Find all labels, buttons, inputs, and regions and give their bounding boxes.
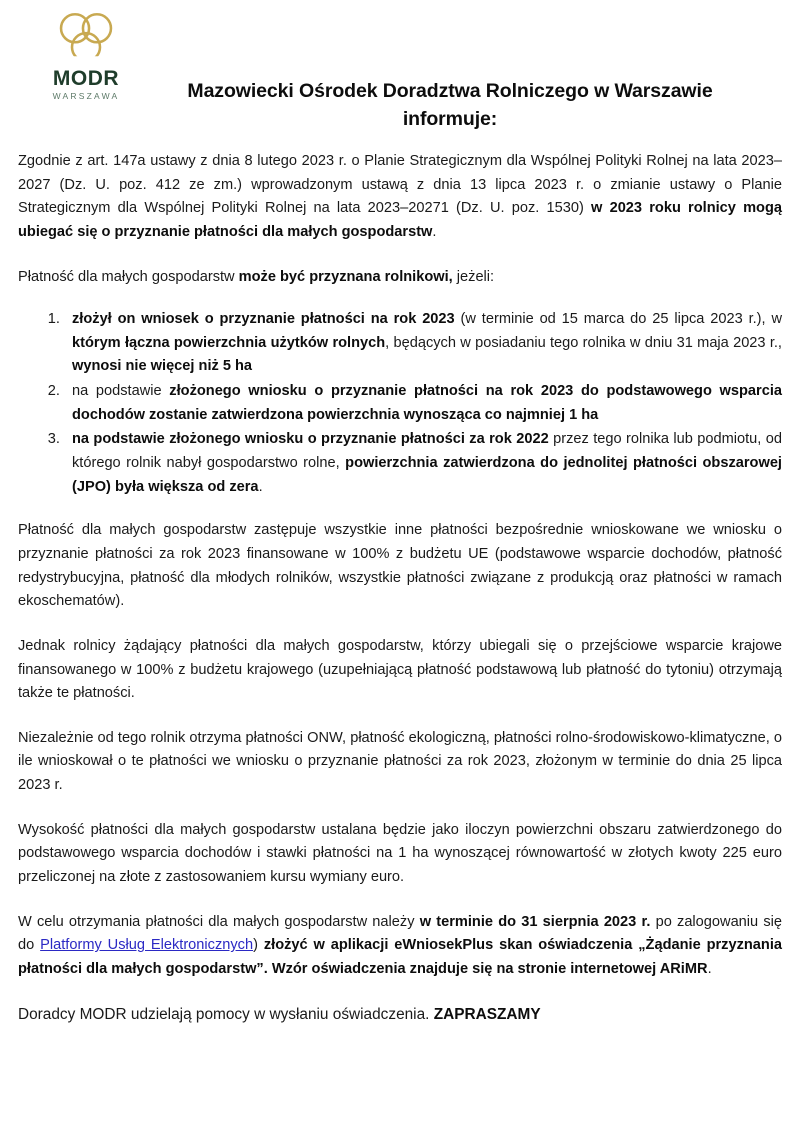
paragraph-intro <box>18 150 782 245</box>
condition-bold-2: którym łączna powierzchnia użytków rolnych <box>72 334 386 351</box>
paragraph-how-to-apply <box>18 911 782 982</box>
logo-subwordmark: WARSZAWA <box>52 91 120 101</box>
condition-text-1: przez tego rolnika lub podmiotu, od którego rolnik nabył gospodarstwo rolne, <box>72 431 782 472</box>
modr-logo <box>44 10 128 101</box>
condition-bold-2: złożonego wniosku o przyznanie płatności na rok 2023 do podstawowego wsparcia dochodów zostanie zatwierdzona powierzchnia wynosząca co najmniej 1 ha <box>72 383 783 423</box>
page-title <box>134 78 766 133</box>
paragraph-closing <box>18 1003 782 1026</box>
document-body <box>16 150 784 1026</box>
page-title-line-1: Mazowiecki Ośrodek Doradztwa Rolniczego w Warszawie <box>187 80 713 102</box>
intro-bold-1: w 2023 roku rolnicy mogą ubiegać się o przyznanie płatności dla małych gospodarstw <box>18 200 783 240</box>
condition-bold-2: powierzchnia zatwierdzona do jednolitej płatności obszarowej (JPO) była większa od zera <box>72 455 782 495</box>
howto-part-4: . <box>707 960 712 977</box>
list-item <box>64 428 782 499</box>
intro-text-part-2: . <box>432 223 437 240</box>
paragraph-amount: Wysokość płatności dla małych gospodarstw ustalana będzie jako iloczyn powierzchni obszaru zatwierdzonego do podstawowego wsparcia dochodów i stawki płatności na 1 ha wynoszącej równowartość w złotych kwoty 225 euro przeliczonej na złote z zastosowaniem kursu wymiany euro. <box>18 821 782 886</box>
paragraph-independent-payments: Niezależnie od tego rolnik otrzyma płatności ONW, płatność ekologiczną, płatności rolno-środowiskowo-klimatyczne, o ile wnioskował o te płatności we wniosku o przyznanie płatności za rok 2023, złożonym w terminie do dnia 25 lipca 2023 r. <box>18 729 782 794</box>
list-item <box>64 380 782 427</box>
page-title-line-2: informuje: <box>402 107 498 130</box>
condition-text-1: (w terminie od 15 marca do 25 lipca 2023 r.), w <box>454 311 782 328</box>
lead-in-part-1: Płatność dla małych gospodarstw <box>18 268 239 285</box>
document-header <box>16 0 784 150</box>
howto-part-1: W celu otrzymania płatności dla małych gospodarstw należy <box>18 913 420 930</box>
howto-part-3: ) <box>253 937 264 954</box>
lead-in-bold-1: może być przyznana rolnikowi, <box>238 268 453 285</box>
platforma-uslug-elektronicznych-link[interactable]: Platformy Usług Elektronicznych <box>40 937 254 954</box>
howto-bold-1: w terminie do 31 sierpnia 2023 r. <box>419 913 651 930</box>
condition-text-1: na podstawie <box>72 383 170 400</box>
closing-bold-1: ZAPRASZAMY <box>433 1005 541 1023</box>
paragraph-national-support: Jednak rolnicy żądający płatności dla małych gospodarstw, którzy ubiegali się o przejściowe wsparcie krajowe finansowanego w 100% z budżetu krajowego (uzupełniającą płatność podstawową lub płatność do tytoniu) otrzymają także te płatności. <box>18 637 782 702</box>
howto-bold-2: złożyć w aplikacji eWniosekPlus skan oświadczenia „Żądanie przyznania płatności dla małych gospodarstw”. Wzór oświadczenia znajduje się na stronie internetowej ARiMR <box>18 937 783 977</box>
condition-bold-1: złożył on wniosek o przyznanie płatności na rok 2023 <box>72 311 455 328</box>
condition-text-2: . <box>258 478 263 495</box>
logo-wordmark: MODR <box>52 67 120 90</box>
closing-part-1: Doradcy MODR udzielają pomocy w wysłaniu oświadczenia. <box>18 1005 434 1023</box>
conditions-list <box>18 308 782 499</box>
condition-text-2: , będących w posiadaniu tego rolnika w dniu 31 maja 2023 r., <box>385 334 782 351</box>
lead-in-part-2: jeżeli: <box>452 268 495 285</box>
condition-bold-3: wynosi nie więcej niż 5 ha <box>72 358 253 375</box>
condition-bold-1: na podstawie złożonego wniosku o przyznanie płatności za rok 2022 <box>72 431 549 448</box>
list-item <box>64 308 782 379</box>
intro-text-part-1: Zgodnie z art. 147a ustawy z dnia 8 lutego 2023 r. o Planie Strategicznym dla Wspólnej Polityki Rolnej na lata 2023–2027 (Dz. U. poz. 412 ze zm.) wprowadzonym ustawą z dnia 13 lipca 2023 r. o zmianie ustawy o Planie Strategicznym dla Wspólnej Polityki Rolnej na lata 2023–20271 (Dz. U. poz. 1530) <box>18 153 782 217</box>
paragraph-replaces: Płatność dla małych gospodarstw zastępuje wszystkie inne płatności bezpośrednie wnioskowane we wniosku o przyznanie płatności za rok 2023 finansowane w 100% z budżetu UE (podstawowe wsparcie dochodów, płatność redystrybucyjna, płatność dla młodych rolników, wszystkie płatności związane z produkcją oraz płatności w ramach ekoschematów). <box>18 522 782 610</box>
paragraph-lead-in <box>18 266 782 290</box>
triquetra-trefoil-icon <box>55 10 117 66</box>
howto-part-2: po zalogowaniu się do <box>18 913 783 954</box>
